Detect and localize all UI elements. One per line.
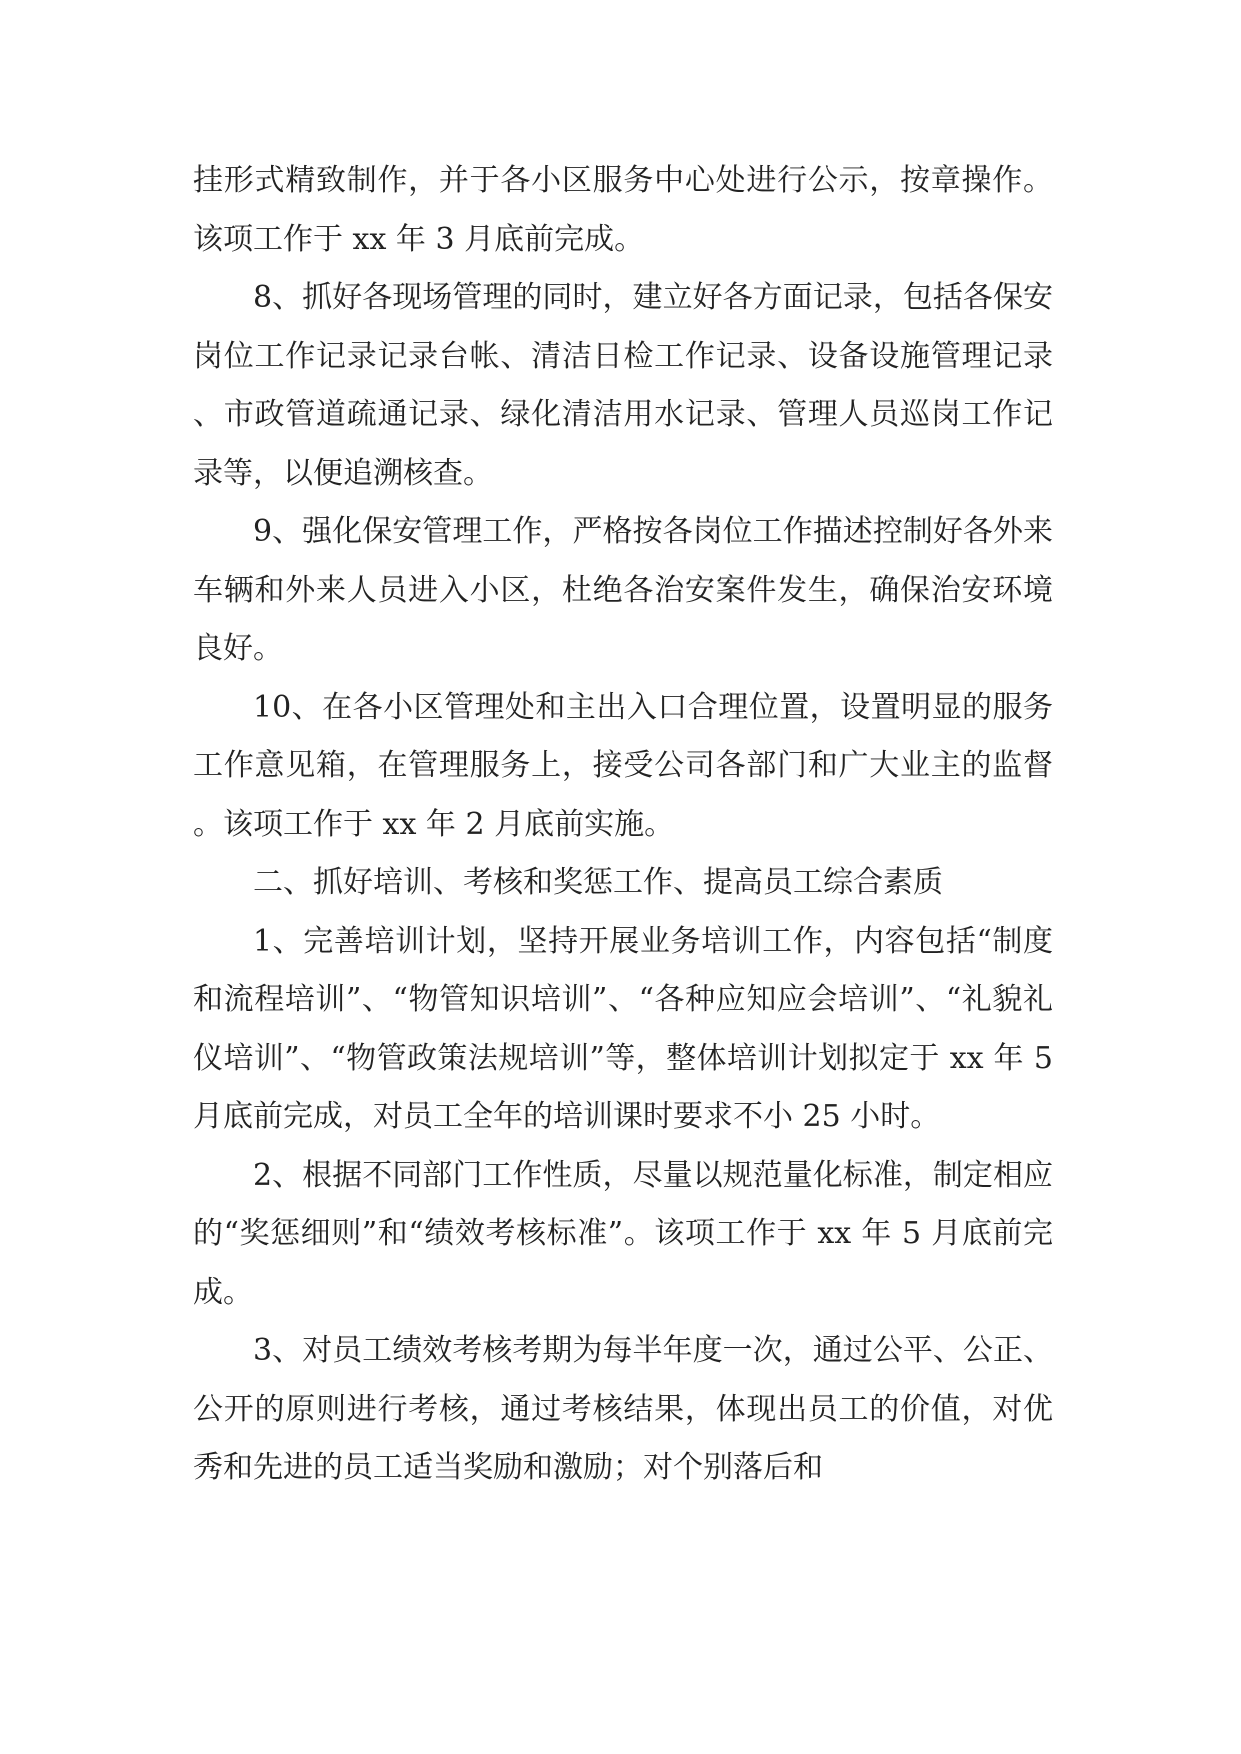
paragraph-continuation: 挂形式精致制作，并于各小区服务中心处进行公示，按章操作。该项工作于 xx 年 3 月底前完成。 [193,163,1053,257]
paragraph-training-1: 1、完善培训计划，坚持开展业务培训工作，内容包括“制度和流程培训”、“物管知识培训”、“各种应知应会培训”、“礼貌礼仪培训”、“物管政策法规培训”等，整体培训计划拟定于 xx 年 5 月底前完成，对员工全年的培训课时要求不小 25 小时。 [193,923,1053,1134]
paragraph-item-9: 9、强化保安管理工作，严格按各岗位工作描述控制好各外来车辆和外来人员进入小区，杜绝各治安案件发生，确保治安环境良好。 [193,514,1053,666]
paragraph-training-3: 3、对员工绩效考核考期为每半年度一次，通过公平、公正、公开的原则进行考核，通过考核结果，体现出员工的价值，对优秀和先进的员工适当奖励和激励；对个别落后和 [193,1333,1053,1485]
paragraph-item-10: 10、在各小区管理处和主出入口合理位置，设置明显的服务工作意见箱，在管理服务上，接受公司各部门和广大业主的监督。该项工作于 xx 年 2 月底前实施。 [193,689,1053,842]
document-body [193,152,1053,1498]
paragraph-item-8: 8、抓好各现场管理的同时，建立好各方面记录，包括各保安岗位工作记录记录台帐、清洁日检工作记录、设备设施管理记录、市政管道疏通记录、绿化清洁用水记录、管理人员巡岗工作记录等，以便追溯核查。 [193,280,1053,491]
paragraph-training-2: 2、根据不同部门工作性质，尽量以规范量化标准，制定相应的“奖惩细则”和“绩效考核标准”。该项工作于 xx 年 5 月底前完成。 [193,1157,1053,1310]
section-heading-2: 二、抓好培训、考核和奖惩工作、提高员工综合素质 [253,865,943,900]
